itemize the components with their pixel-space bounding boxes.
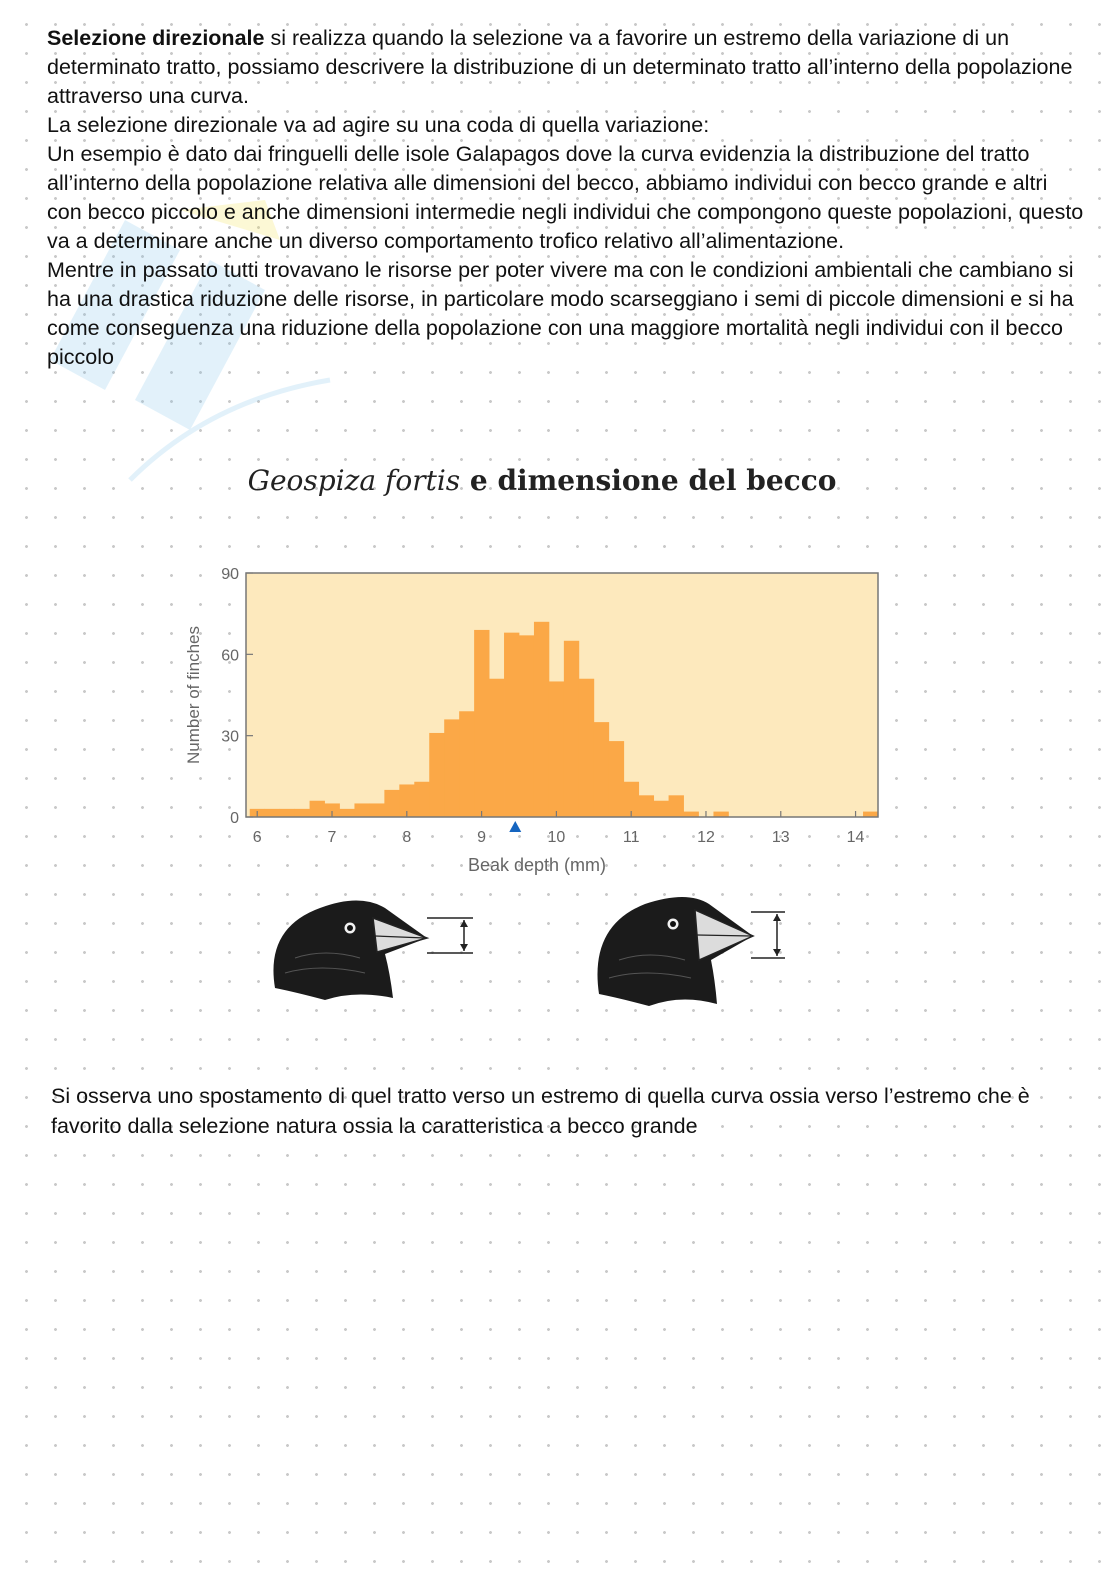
beak-depth-histogram [175, 556, 895, 886]
figure-title: Geospiza fortis e dimensione del becco [247, 464, 837, 497]
histogram-bar [519, 635, 534, 817]
paragraph-tail: La selezione direzionale va ad agire su una coda di quella variazione: [47, 113, 710, 137]
x-tick-label: 10 [547, 829, 566, 846]
histogram-bar [474, 630, 489, 817]
x-tick-label: 14 [846, 829, 865, 846]
histogram-bar [354, 803, 369, 817]
histogram-bar [579, 679, 594, 817]
mean-marker [509, 821, 521, 832]
histogram-bar [459, 711, 474, 817]
x-tick-label: 12 [697, 829, 715, 846]
paragraph-definition: Selezione direzionale si realizza quando la selezione va a favorire un estremo della variazione di un determinato tratto, possiamo descrivere la distribuzione di un determinato tratto all’interno della popolazione attraverso una curva. [47, 26, 1073, 108]
histogram-bar [863, 812, 878, 817]
histogram-bar [444, 719, 459, 817]
x-tick-label: 11 [622, 829, 640, 846]
histogram-bar [534, 622, 549, 817]
finch-illustrations [265, 888, 805, 1013]
histogram-bar [639, 795, 654, 817]
y-tick-label: 90 [221, 566, 239, 583]
y-axis-label: Number of finches [184, 626, 203, 764]
histogram-bar [384, 790, 399, 817]
x-tick-label: 7 [327, 829, 337, 846]
y-tick-label: 0 [230, 810, 239, 827]
x-tick-label: 13 [771, 829, 790, 846]
histogram-bar [414, 782, 429, 817]
y-tick-label: 60 [221, 647, 239, 665]
paragraph-example: Un esempio è dato dai fringuelli delle isole Galapagos dove la curva evidenzia la distribuzione del tratto all’interno della popolazione relativa alle dimensioni del becco, abbiamo individui con becco grande e altri con becco piccolo e anche dimensioni intermedie negli individui che compongono queste popolazioni, questo va a determinare anche un diverso comportamento trofico relativo all’alimentazione. [47, 142, 1084, 253]
x-tick-label: 6 [252, 829, 262, 846]
histogram-bar [594, 722, 609, 817]
histogram-bar [713, 812, 728, 817]
x-tick-label: 8 [402, 829, 412, 846]
histogram-bar [310, 801, 325, 817]
histogram-bar [504, 633, 519, 817]
histogram-bar [295, 809, 310, 817]
intro-text [47, 24, 1087, 372]
histogram-bar [265, 809, 280, 817]
histogram-bar [369, 803, 384, 817]
paragraph-consequence: Mentre in passato tutti trovavano le risorse per poter vivere ma con le condizioni ambientali che cambiano si ha una drastica riduzione delle risorse, in particolare modo scarseggiano i semi di piccole dimensioni e si ha come conseguenza una riduzione della popolazione con una maggiore mortalità negli individui con il becco piccolo [47, 258, 1074, 369]
histogram-bar [429, 733, 444, 817]
histogram-bar [339, 809, 354, 817]
histogram-bar [684, 812, 699, 817]
y-tick-label: 30 [221, 728, 239, 746]
conclusion-text: Si osserva uno spostamento di quel tratto verso un estremo di quella curva ossia verso l’estremo che è favorito dalla selezione natura ossia la caratteristica a becco grande [51, 1084, 1030, 1138]
species-name: Geospiza fortis [247, 464, 461, 497]
histogram-bar [669, 795, 684, 817]
histogram-bar [609, 741, 624, 817]
histogram-bar [280, 809, 295, 817]
histogram-bar [654, 801, 669, 817]
histogram-bar [489, 679, 504, 817]
x-axis-label: Beak depth (mm) [467, 855, 607, 875]
histogram-bar [549, 681, 564, 817]
small-beak-finch-illustration [273, 901, 473, 1001]
term-directional-selection: Selezione direzionale [47, 26, 265, 50]
large-beak-finch-illustration [597, 897, 785, 1006]
histogram-bar [564, 641, 579, 817]
x-tick-label: 9 [477, 829, 487, 846]
